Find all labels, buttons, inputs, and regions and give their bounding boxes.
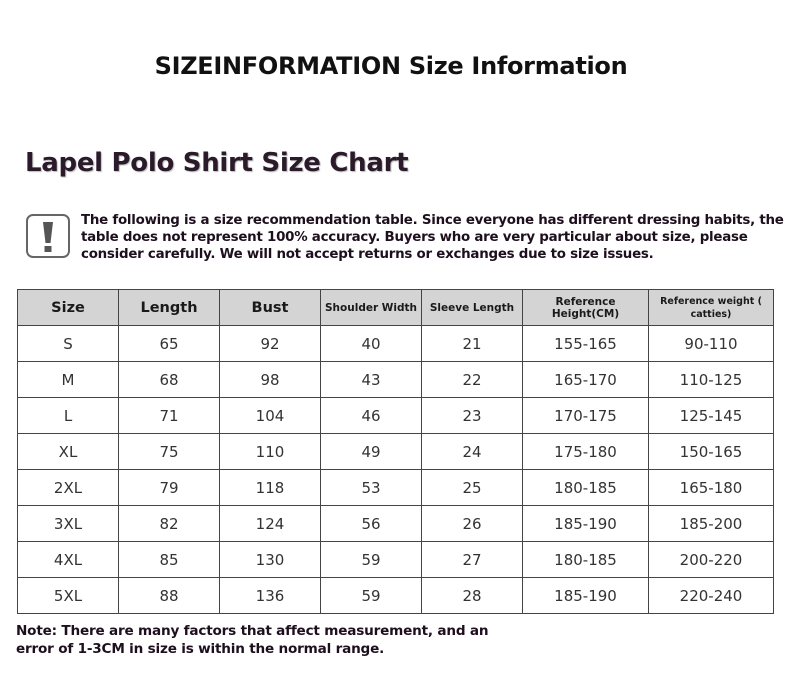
- cell-reference-weight: 220-240: [649, 578, 774, 614]
- cell-bust: 104: [220, 398, 321, 434]
- cell-size: M: [18, 362, 119, 398]
- cell-size: 4XL: [18, 542, 119, 578]
- table-row: [18, 398, 774, 434]
- size-notice: The following is a size recommendation table. Since everyone has different dressing habits, the table does not represent 100% accuracy. Buyers who are very particular about size, please consider carefully. We will not accept returns or exchanges due to size issues.: [81, 213, 784, 262]
- header-reference-weight: Reference weight ( catties): [649, 290, 774, 326]
- header-shoulder-width: Shoulder Width: [321, 290, 422, 326]
- cell-reference-height: 180-185: [523, 542, 649, 578]
- cell-reference-height: 170-175: [523, 398, 649, 434]
- exclamation-icon: [26, 214, 70, 258]
- page-title: SIZEINFORMATION Size Information: [154, 52, 628, 80]
- cell-length: 79: [119, 470, 220, 506]
- cell-size: 2XL: [18, 470, 119, 506]
- cell-shoulder-width: 59: [321, 542, 422, 578]
- header-reference-height: Reference Height(CM): [523, 290, 649, 326]
- cell-reference-weight: 185-200: [649, 506, 774, 542]
- table-row: [18, 542, 774, 578]
- cell-reference-weight: 90-110: [649, 326, 774, 362]
- cell-reference-weight: 110-125: [649, 362, 774, 398]
- cell-reference-weight: 165-180: [649, 470, 774, 506]
- cell-reference-height: 155-165: [523, 326, 649, 362]
- cell-shoulder-width: 49: [321, 434, 422, 470]
- cell-sleeve-length: 26: [422, 506, 523, 542]
- cell-sleeve-length: 23: [422, 398, 523, 434]
- note-line-1: Note: There are many factors that affect measurement, and an: [16, 623, 489, 639]
- header-length: Length: [119, 290, 220, 326]
- cell-bust: 118: [220, 470, 321, 506]
- cell-length: 75: [119, 434, 220, 470]
- cell-shoulder-width: 43: [321, 362, 422, 398]
- table-row: [18, 434, 774, 470]
- cell-reference-height: 175-180: [523, 434, 649, 470]
- cell-length: 71: [119, 398, 220, 434]
- cell-sleeve-length: 22: [422, 362, 523, 398]
- measurement-note: [16, 622, 488, 658]
- cell-bust: 92: [220, 326, 321, 362]
- cell-shoulder-width: 56: [321, 506, 422, 542]
- cell-reference-height: 165-170: [523, 362, 649, 398]
- chart-title: Lapel Polo Shirt Size Chart: [25, 148, 409, 178]
- header-size: Size: [18, 290, 119, 326]
- cell-sleeve-length: 25: [422, 470, 523, 506]
- cell-size: 5XL: [18, 578, 119, 614]
- cell-sleeve-length: 21: [422, 326, 523, 362]
- cell-length: 68: [119, 362, 220, 398]
- cell-reference-weight: 150-165: [649, 434, 774, 470]
- cell-shoulder-width: 40: [321, 326, 422, 362]
- note-line-2: error of 1-3CM in size is within the normal range.: [16, 641, 385, 657]
- cell-shoulder-width: 53: [321, 470, 422, 506]
- cell-size: 3XL: [18, 506, 119, 542]
- cell-reference-height: 185-190: [523, 506, 649, 542]
- cell-sleeve-length: 28: [422, 578, 523, 614]
- cell-length: 85: [119, 542, 220, 578]
- size-chart-table: [17, 289, 774, 614]
- cell-bust: 98: [220, 362, 321, 398]
- cell-reference-weight: 200-220: [649, 542, 774, 578]
- cell-shoulder-width: 59: [321, 578, 422, 614]
- table-row: [18, 470, 774, 506]
- cell-bust: 130: [220, 542, 321, 578]
- cell-length: 88: [119, 578, 220, 614]
- cell-size: XL: [18, 434, 119, 470]
- cell-size: L: [18, 398, 119, 434]
- cell-length: 82: [119, 506, 220, 542]
- cell-reference-weight: 125-145: [649, 398, 774, 434]
- cell-sleeve-length: 27: [422, 542, 523, 578]
- header-sleeve-length: Sleeve Length: [422, 290, 523, 326]
- table-row: [18, 578, 774, 614]
- table-row: [18, 362, 774, 398]
- table-row: [18, 326, 774, 362]
- cell-bust: 124: [220, 506, 321, 542]
- cell-bust: 136: [220, 578, 321, 614]
- cell-sleeve-length: 24: [422, 434, 523, 470]
- cell-length: 65: [119, 326, 220, 362]
- table-header-row: [18, 290, 774, 326]
- table-row: [18, 506, 774, 542]
- cell-size: S: [18, 326, 119, 362]
- cell-bust: 110: [220, 434, 321, 470]
- cell-shoulder-width: 46: [321, 398, 422, 434]
- header-bust: Bust: [220, 290, 321, 326]
- cell-reference-height: 180-185: [523, 470, 649, 506]
- cell-reference-height: 185-190: [523, 578, 649, 614]
